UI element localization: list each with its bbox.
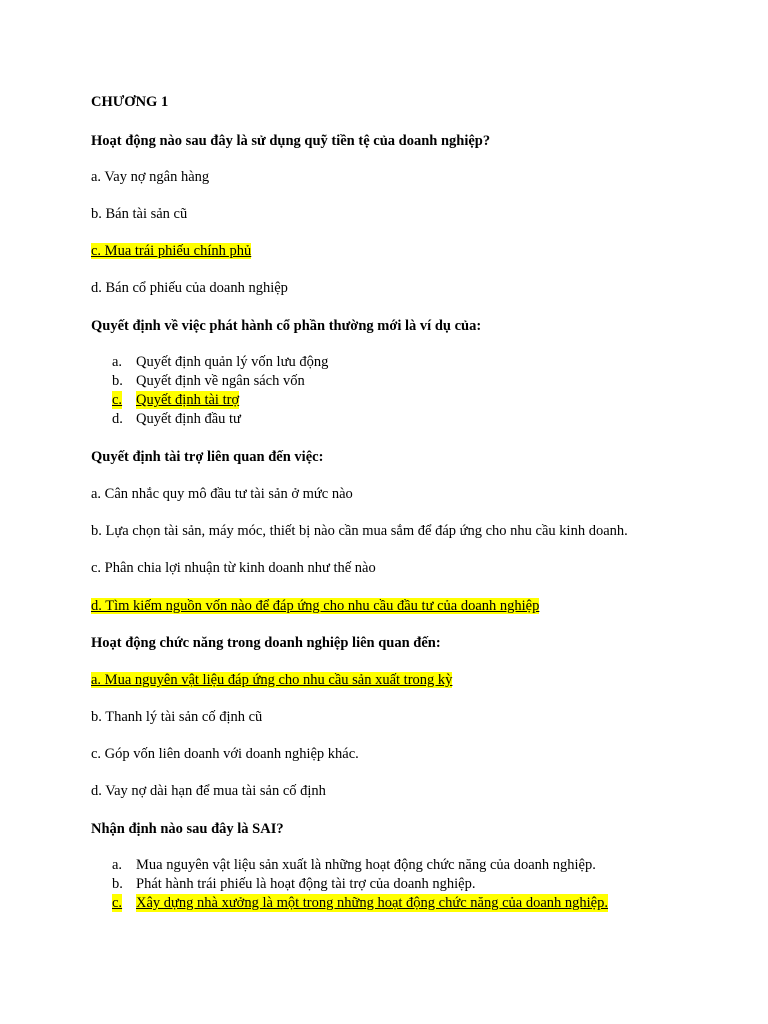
highlighted-answer: c. Mua trái phiếu chính phủ: [91, 243, 252, 259]
question-1-option-a: a. Vay nợ ngân hàng: [91, 169, 210, 185]
list-marker: c.: [112, 392, 123, 408]
list-marker: a.: [112, 354, 123, 370]
highlighted-answer: d. Tìm kiếm nguồn vốn nào để đáp ứng cho nhu cầu đầu tư của doanh nghiệp: [91, 598, 540, 614]
chapter-heading: CHƯƠNG 1: [91, 94, 169, 110]
question-5-title: Nhận định nào sau đây là SAI?: [91, 821, 284, 837]
question-4-title: Hoạt động chức năng trong doanh nghiệp liên quan đến:: [91, 635, 441, 651]
question-1-option-b: b. Bán tài sản cũ: [91, 206, 188, 222]
question-3-option-d-answer: [91, 597, 539, 615]
list-text: Quyết định đầu tư: [136, 411, 241, 427]
question-2-list-item-d: [0, 410, 768, 428]
list-text: Phát hành trái phiếu là hoạt động tài trợ của doanh nghiệp.: [136, 876, 476, 892]
list-marker: b.: [112, 876, 123, 892]
question-3-option-b: b. Lựa chọn tài sản, máy móc, thiết bị nào cần mua sắm để đáp ứng cho nhu cầu kinh doanh.: [91, 523, 628, 539]
question-4-option-d: d. Vay nợ dài hạn để mua tài sản cố định: [91, 783, 326, 799]
list-text: Quyết định quản lý vốn lưu động: [136, 354, 329, 370]
list-marker: c.: [112, 895, 123, 911]
question-1-option-d: d. Bán cổ phiếu của doanh nghiệp: [91, 280, 288, 296]
question-3-option-a: a. Cân nhắc quy mô đầu tư tài sản ở mức nào: [91, 486, 353, 502]
question-3-option-c: c. Phân chia lợi nhuận từ kinh doanh như thế nào: [91, 560, 376, 576]
question-4-option-b: b. Thanh lý tài sản cố định cũ: [91, 709, 263, 725]
question-2-title: Quyết định về việc phát hành cổ phần thường mới là ví dụ của:: [91, 318, 482, 334]
question-5-list-item-c-answer: [0, 894, 768, 912]
question-2-list-item-a: [0, 353, 768, 371]
question-4-option-a-answer: [91, 671, 452, 689]
list-text: Quyết định tài trợ: [136, 392, 240, 408]
list-marker: a.: [112, 857, 123, 873]
question-4-option-c: c. Góp vốn liên doanh với doanh nghiệp khác.: [91, 746, 359, 762]
question-5-list-item-a: [0, 856, 768, 874]
question-1-option-c-answer: [91, 242, 251, 260]
question-2-list-item-c-answer: [0, 391, 768, 409]
list-marker: b.: [112, 373, 123, 389]
highlighted-answer: a. Mua nguyên vật liệu đáp ứng cho nhu cầu sản xuất trong kỳ: [91, 672, 453, 688]
list-marker: d.: [112, 411, 123, 427]
question-3-title: Quyết định tài trợ liên quan đến việc:: [91, 449, 324, 465]
list-text: Mua nguyên vật liệu sản xuất là những hoạt động chức năng của doanh nghiệp.: [136, 857, 596, 873]
question-2-list-item-b: [0, 372, 768, 390]
list-text: Quyết định về ngân sách vốn: [136, 373, 305, 389]
question-1-title: Hoạt động nào sau đây là sử dụng quỹ tiền tệ của doanh nghiệp?: [91, 133, 491, 149]
question-5-list-item-b: [0, 875, 768, 893]
list-text: Xây dựng nhà xưởng là một trong những hoạt động chức năng của doanh nghiệp.: [136, 895, 608, 911]
